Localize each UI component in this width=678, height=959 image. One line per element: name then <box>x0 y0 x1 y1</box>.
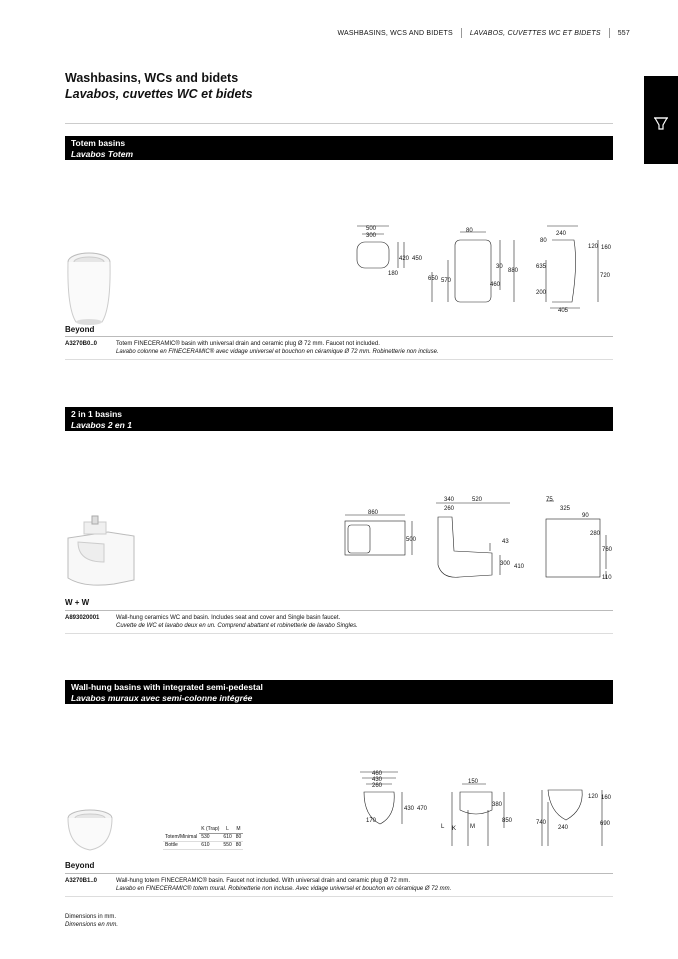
dim-160: 160 <box>601 245 612 251</box>
table-cell: 80 <box>235 842 242 848</box>
dim-325: 325 <box>560 506 571 512</box>
product-description <box>116 614 358 630</box>
side-tab[interactable] <box>644 76 678 164</box>
product-name: Beyond <box>65 325 95 334</box>
dim-260: 260 <box>372 783 383 789</box>
section-header-totem <box>65 136 613 160</box>
header-divider <box>609 28 610 38</box>
dim-K: K <box>452 826 457 832</box>
section-title-fr: Lavabos muraux avec semi-colonne intégrée <box>71 693 253 703</box>
dim-30: 30 <box>496 264 503 270</box>
dim-410: 410 <box>514 564 525 570</box>
dim-340: 340 <box>444 497 455 503</box>
dim-160: 160 <box>601 795 612 801</box>
page-title-fr: Lavabos, cuvettes WC et bidets <box>65 87 253 101</box>
table-row <box>163 834 243 842</box>
dim-470: 470 <box>417 806 428 812</box>
dim-420: 420 <box>399 256 410 262</box>
section-title-fr: Lavabos Totem <box>71 149 134 159</box>
table-cell: 610 <box>223 834 232 840</box>
dim-120: 120 <box>588 244 599 250</box>
footer-note <box>65 913 118 929</box>
footer-fr: Dimensions en mm. <box>65 922 119 928</box>
dim-430b: 430 <box>404 806 415 812</box>
description-en: Wall-hung ceramics WC and basin. Includes seat and cover and Single basin faucet. <box>116 615 341 621</box>
dim-380: 380 <box>492 802 503 808</box>
dim-300: 300 <box>500 561 511 567</box>
dim-740: 740 <box>536 820 547 826</box>
dim-80b: 80 <box>540 238 547 244</box>
dim-760: 760 <box>602 547 613 553</box>
description-en: Totem FINECERAMIC® basin with universal drain and ceramic plug Ø 72 mm. Faucet not included. <box>116 341 380 347</box>
table-row <box>163 842 243 850</box>
dim-300: 300 <box>366 233 377 239</box>
dim-450: 450 <box>412 256 423 262</box>
table-cell: 80 <box>235 834 242 840</box>
table-cell: Bottle <box>163 842 199 850</box>
dim-180: 180 <box>388 271 399 277</box>
dim-500: 500 <box>406 537 417 543</box>
dim-880: 880 <box>508 268 519 274</box>
dim-90: 90 <box>582 513 589 519</box>
product-code: A893020001 <box>65 615 100 621</box>
section-title-en: Totem basins <box>71 138 126 148</box>
dim-430: 430 <box>372 777 383 783</box>
table-header: M <box>234 826 244 834</box>
dim-M: M <box>470 824 475 830</box>
section-header-2in1 <box>65 407 613 431</box>
table-cell: 610 <box>199 842 221 850</box>
description-fr: Lavabo en FINECERAMIC® totem mural. Robinetterie non incluse. Avec vidage universel et bouchon en céramique Ø 72 mm. <box>116 886 452 892</box>
product-code: A3270B0..0 <box>65 341 98 347</box>
semi-pedestal-technical-drawing <box>352 766 617 866</box>
page-number: 557 <box>617 29 630 37</box>
section-title-fr: Lavabos 2 en 1 <box>71 420 132 430</box>
description-en: Wall-hung totem FINECERAMIC® basin. Faucet not included. With universal drain and ceramic plug Ø 72 mm. <box>116 878 410 884</box>
dim-280: 280 <box>590 531 601 537</box>
dim-520: 520 <box>472 497 483 503</box>
product-description <box>116 877 451 893</box>
description-fr: Lavabo colonne en FINECERAMIC® avec vidage universel et bouchon en céramique Ø 72 mm. Robinetterie non incluse. <box>116 349 439 355</box>
table-cell: Totem/Minimal <box>165 833 198 840</box>
trap-dimensions-table <box>163 826 243 850</box>
section-title-en: 2 in 1 basins <box>71 409 123 419</box>
dim-500: 500 <box>366 226 377 232</box>
dim-650: 650 <box>428 276 439 282</box>
product-row <box>65 873 613 897</box>
dim-240: 240 <box>556 231 567 237</box>
page-title <box>65 70 253 102</box>
section-title-en: Wall-hung basins with integrated semi-pedestal <box>71 682 263 692</box>
product-row <box>65 610 613 634</box>
table-cell: 530 <box>199 834 221 842</box>
dim-170: 170 <box>366 818 377 824</box>
header-divider <box>461 28 462 38</box>
w-plus-w-image <box>64 514 136 594</box>
product-row <box>65 336 613 360</box>
page-title-en: Washbasins, WCs and bidets <box>65 71 239 85</box>
section-header-semi-pedestal <box>65 680 613 704</box>
dim-110: 110 <box>602 575 612 581</box>
product-description <box>116 340 439 356</box>
dim-720: 720 <box>600 273 611 279</box>
dim-850: 850 <box>502 818 513 824</box>
dim-150: 150 <box>468 779 479 785</box>
dim-690: 690 <box>600 821 611 827</box>
dim-405: 405 <box>558 308 569 314</box>
dim-460: 460 <box>490 282 501 288</box>
dim-L: L <box>441 824 445 830</box>
totem-basin-image <box>62 248 116 328</box>
dim-635: 635 <box>536 264 547 270</box>
dim-43: 43 <box>502 539 509 545</box>
washbasin-icon <box>644 76 678 164</box>
product-code: A3270B1..0 <box>65 878 98 884</box>
table-header: L <box>221 826 233 834</box>
table-cell: 550 <box>223 842 232 848</box>
dim-860: 860 <box>368 510 379 516</box>
table-header: K (Trap) <box>201 826 220 832</box>
dim-200: 200 <box>536 290 547 296</box>
title-divider <box>65 123 613 124</box>
dim-120: 120 <box>588 794 599 800</box>
dim-240: 240 <box>558 825 569 831</box>
w-plus-w-technical-drawing <box>340 495 615 587</box>
dim-260: 260 <box>444 506 455 512</box>
header-section-fr: LAVABOS, CUVETTES WC ET BIDETS <box>469 29 601 37</box>
description-fr: Cuvette de WC et lavabo deux en un. Comprend abattant et robinetterie de lavabo Singles. <box>116 623 358 629</box>
dim-570: 570 <box>441 278 452 284</box>
header-section: WASHBASINS, WCS AND BIDETS <box>337 29 453 37</box>
running-header <box>337 28 630 38</box>
totem-technical-drawing <box>352 220 617 316</box>
dim-75: 75 <box>546 497 553 503</box>
product-name: W + W <box>65 598 90 607</box>
wall-hung-totem-image <box>64 806 116 854</box>
dim-80: 80 <box>466 228 473 234</box>
product-name: Beyond <box>65 861 95 870</box>
dim-460: 460 <box>372 771 383 777</box>
footer-en: Dimensions in mm. <box>65 914 117 920</box>
